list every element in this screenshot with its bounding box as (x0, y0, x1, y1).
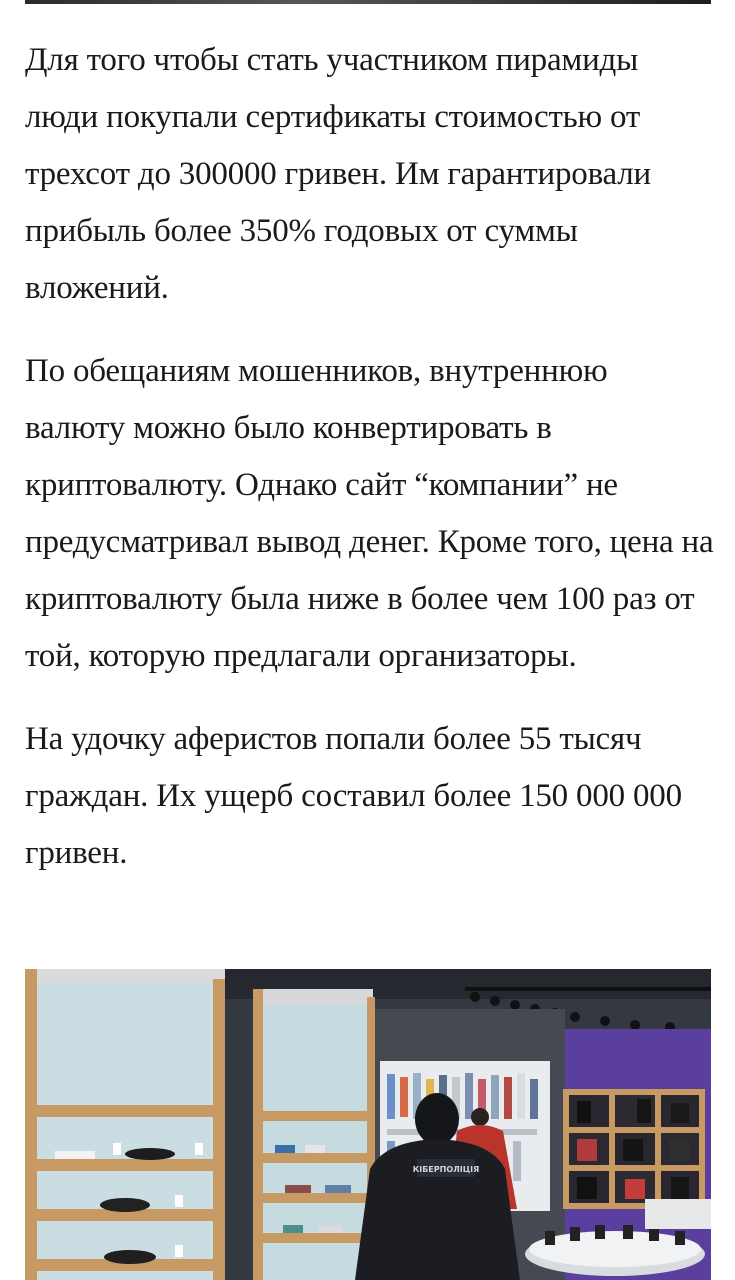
article-paragraph: На удочку аферистов попали более 55 тысяч граждан. Их ущерб составил более 150 000 000 гривен. (25, 721, 682, 871)
article-body (25, 32, 715, 908)
previous-image-edge (25, 0, 711, 4)
jacket-text: КІБЕРПОЛІЦІЯ (412, 1165, 480, 1174)
article-paragraph: Для того чтобы стать участником пирамиды люди покупали сертификаты стоимостью от трехсот до 300000 гривен. Им гарантировали прибыль более 350% годовых от суммы вложений. (25, 42, 651, 306)
article-paragraph: По обещаниям мошенников, внутреннюю валюту можно было конвертировать в криптовалюту. Однако сайт “компании” не предусматривал вывод денег. Кроме того, цена на криптовалюту была ниже в более чем 100 раз от той, которую предлагали организаторы. (25, 353, 714, 674)
store-search-photo (25, 969, 711, 1280)
article-photo[interactable] (25, 969, 711, 1280)
